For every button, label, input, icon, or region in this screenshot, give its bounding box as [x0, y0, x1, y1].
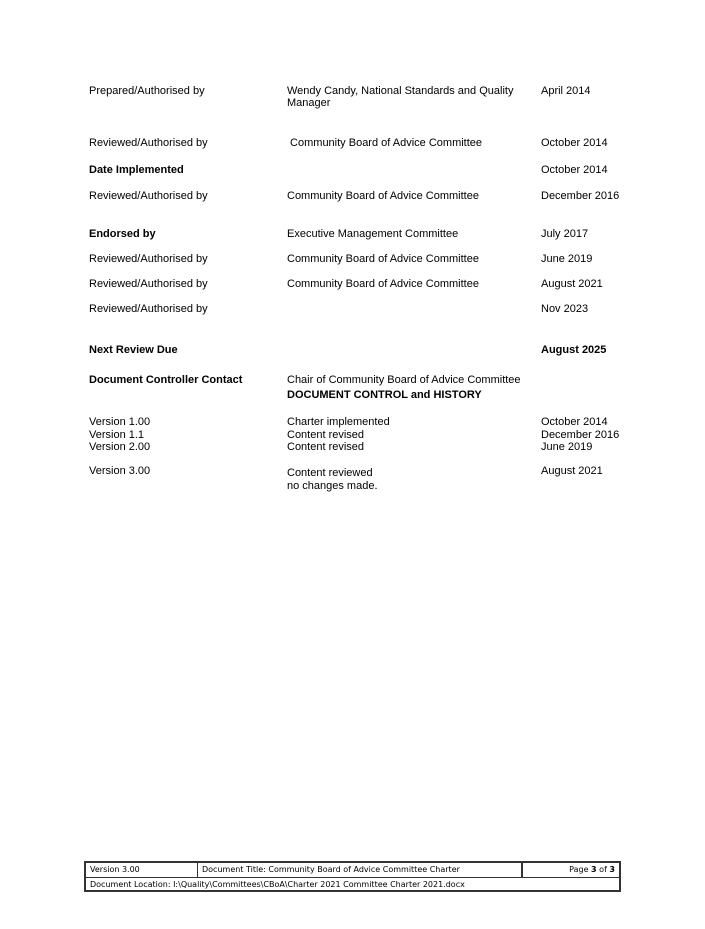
row-label: Document Controller Contact [89, 374, 243, 386]
row-date: August 2025 [541, 344, 607, 356]
footer-page-number [523, 863, 619, 877]
row-detail: Chair of Community Board of Advice Committee [287, 374, 521, 386]
history-change: Content revised [287, 441, 365, 453]
history-date: October 2014 [541, 416, 608, 428]
history-date: December 2016 [541, 429, 620, 441]
history-version: Version 3.00 [89, 465, 151, 477]
history-version: Version 2.00 [89, 441, 151, 453]
row-detail: Community Board of Advice Committee [287, 253, 479, 265]
row-label: Next Review Due [89, 344, 178, 356]
row-date: July 2017 [541, 228, 589, 240]
row-label: Reviewed/Authorised by [89, 253, 208, 265]
row-date: April 2014 [541, 85, 591, 97]
history-version: Version 1.00 [89, 416, 151, 428]
page-of: of [596, 865, 610, 874]
history-date: June 2019 [541, 441, 593, 453]
history-change-line2: no changes made. [287, 480, 378, 492]
footer-version: Version 3.00 [86, 863, 198, 877]
row-detail-line2: Manager [287, 97, 331, 109]
history-change: Content revised [287, 429, 365, 441]
footer-document-title: Document Title: Community Board of Advice Committee Charter [198, 863, 523, 877]
page-prefix: Page [569, 865, 592, 874]
row-detail: Community Board of Advice Committee [287, 278, 479, 290]
page-footer [84, 861, 621, 892]
page-current: 3 [591, 865, 597, 874]
row-detail: Wendy Candy, National Standards and Quality [287, 85, 514, 97]
footer-row-top [86, 863, 619, 878]
row-label: Date Implemented [89, 164, 184, 176]
footer-row-bottom [86, 878, 619, 890]
page-total: 3 [609, 865, 615, 874]
history-version: Version 1.1 [89, 429, 145, 441]
row-date: October 2014 [541, 164, 608, 176]
row-detail: Community Board of Advice Committee [287, 190, 479, 202]
history-change: Content reviewed [287, 467, 373, 479]
row-label: Reviewed/Authorised by [89, 137, 208, 149]
row-date: October 2014 [541, 137, 608, 149]
history-date: August 2021 [541, 465, 603, 477]
row-date: August 2021 [541, 278, 603, 290]
row-label: Endorsed by [89, 228, 156, 240]
row-date: December 2016 [541, 190, 620, 202]
row-label: Reviewed/Authorised by [89, 278, 208, 290]
history-change: Charter implemented [287, 416, 390, 428]
row-detail: Community Board of Advice Committee [287, 137, 483, 149]
row-date: June 2019 [541, 253, 593, 265]
row-detail: Executive Management Committee [287, 228, 459, 240]
footer-document-location: Document Location: I:\Quality\Committees\CBoA\Charter 2021 Committee Charter 2021.docx [90, 880, 465, 889]
history-title: DOCUMENT CONTROL and HISTORY [287, 389, 482, 401]
row-label: Reviewed/Authorised by [89, 190, 208, 202]
row-label: Reviewed/Authorised by [89, 303, 208, 315]
row-label: Prepared/Authorised by [89, 85, 205, 97]
row-date: Nov 2023 [541, 303, 589, 315]
